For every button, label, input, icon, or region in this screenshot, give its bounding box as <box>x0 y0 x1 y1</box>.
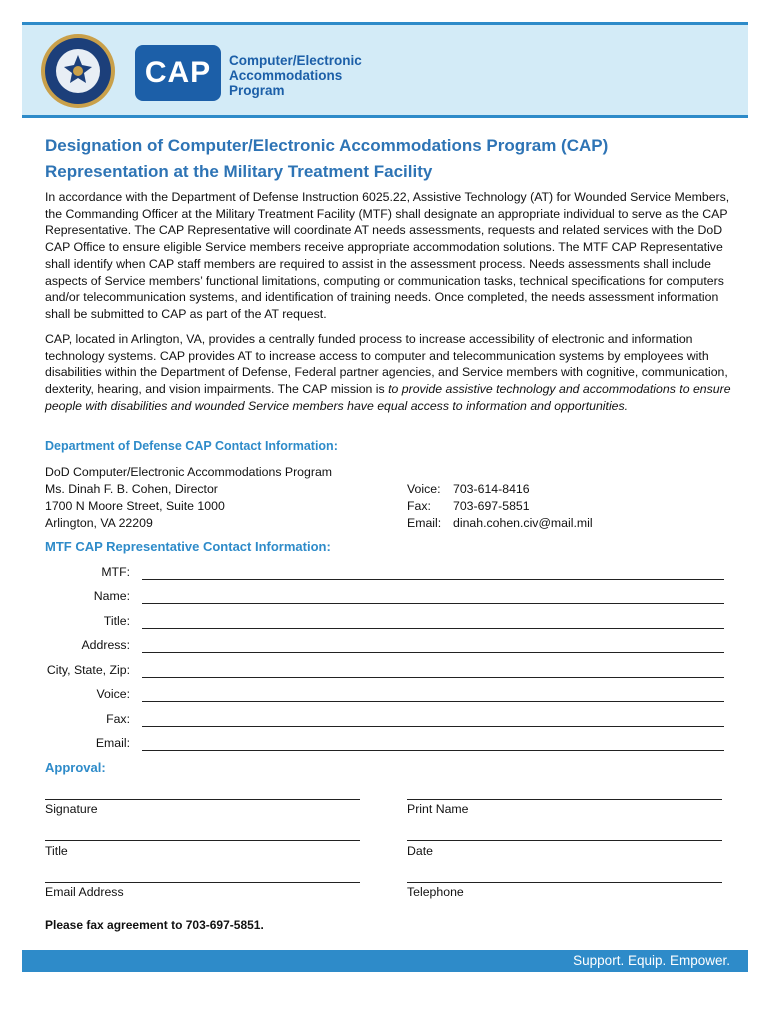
title-line-2: Representation at the Military Treatment Facility <box>45 162 433 181</box>
email-field-row <box>30 736 724 752</box>
email-label: Email: <box>407 516 442 530</box>
cap-logo-text: CAP <box>144 56 212 89</box>
city-state-zip-field-row <box>30 663 724 679</box>
fax-note: Please fax agreement to 703-697-5851. <box>45 918 264 932</box>
dod-seal-icon <box>40 33 116 109</box>
address-field-label: Address: <box>81 638 130 652</box>
address-input-line[interactable] <box>142 652 724 653</box>
name-field-label: Name: <box>93 589 130 603</box>
mtf-input-line[interactable] <box>142 579 724 580</box>
signature-label: Signature <box>45 802 98 816</box>
title-input-line[interactable] <box>142 628 724 629</box>
voice-field-row <box>30 687 724 703</box>
address-field-row <box>30 638 724 654</box>
telephone-line[interactable] <box>407 882 722 883</box>
voice-value: 703-614-8416 <box>453 482 530 496</box>
title-field-row <box>30 614 724 630</box>
program-name-line: Computer/Electronic <box>229 53 362 68</box>
name-input-line[interactable] <box>142 603 724 604</box>
voice-field-label: Voice: <box>96 687 130 701</box>
program-name-line: Accommodations <box>229 68 343 83</box>
header-banner <box>22 22 748 118</box>
title-label: Title <box>45 844 68 858</box>
title-line[interactable] <box>45 840 360 841</box>
mtf-field-label: MTF: <box>101 565 130 579</box>
dod-contact-heading: Department of Defense CAP Contact Information: <box>45 439 338 453</box>
address-line: Ms. Dinah F. B. Cohen, Director <box>45 482 218 496</box>
email-value: dinah.cohen.civ@mail.mil <box>453 516 593 530</box>
cap-description-paragraph <box>45 331 735 415</box>
email-address-line[interactable] <box>45 882 360 883</box>
print-name-label: Print Name <box>407 802 469 816</box>
telephone-label: Telephone <box>407 885 464 899</box>
program-name <box>229 53 362 98</box>
cap-mission-italic: to provide assistive technology and accommodations to ensure people with disabilities and wounded Service members have equal access to information and opportunities. <box>45 382 731 413</box>
fax-field-row <box>30 712 724 728</box>
address-line: DoD Computer/Electronic Accommodations Program <box>45 465 333 479</box>
mtf-field-row <box>30 565 724 581</box>
date-label: Date <box>407 844 433 858</box>
print-name-line[interactable] <box>407 799 722 800</box>
cap-description-text: CAP, located in Arlington, VA, provides a centrally funded process to increase accessibility of electronic and information technology systems. CAP provides AT to increase access to computer and telecommunication systems by employees with disabilities within the Department of Defense, Federal partner agencies, and Service members with cognitive, communication, dexterity, hearing, and vision impairments. The CAP mission is <box>45 332 728 397</box>
fax-input-line[interactable] <box>142 726 724 727</box>
fax-field-label: Fax: <box>106 712 130 726</box>
city-state-zip-field-label: City, State, Zip: <box>46 663 130 677</box>
title-line-1: Designation of Computer/Electronic Accommodations Program (CAP) <box>45 136 609 155</box>
fax-label: Fax: <box>407 499 431 513</box>
fax-value: 703-697-5851 <box>453 499 530 513</box>
date-line[interactable] <box>407 840 722 841</box>
approval-heading: Approval: <box>45 760 106 775</box>
dod-contact-numbers <box>407 481 593 532</box>
address-line: Arlington, VA 22209 <box>45 516 153 530</box>
dod-contact-address <box>45 464 332 532</box>
footer-banner <box>22 950 748 972</box>
signature-line[interactable] <box>45 799 360 800</box>
name-field-row <box>30 589 724 605</box>
footer-tagline: Support. Equip. Empower. <box>573 953 730 968</box>
voice-input-line[interactable] <box>142 701 724 702</box>
address-line: 1700 N Moore Street, Suite 1000 <box>45 499 225 513</box>
email-input-line[interactable] <box>142 750 724 751</box>
intro-paragraph: In accordance with the Department of Defense Instruction 6025.22, Assistive Technology (AT) for Wounded Service Members, the Commanding Officer at the Military Treatment Facility (MTF) shall designate an appropriate individual to serve as the CAP Representative. The CAP Representative will coordinate AT needs assessments, requests and related services with the DoD CAP Office to ensure eligible Service members receive appropriate accommodation solutions. The MTF CAP Representative shall identify when CAP staff members are required to assist in the assessment process. Needs assessments shall include aspects of Service members’ functional limitations, computing or communication tasks, technical specifications for computers and/or telecommunication systems, and identification of training needs. Once completed, the needs assessment information shall be submitted to CAP as part of the AT request. <box>45 190 730 321</box>
program-name-line: Program <box>229 83 285 98</box>
voice-label: Voice: <box>407 482 441 496</box>
cap-logo <box>135 45 221 101</box>
mtf-contact-heading: MTF CAP Representative Contact Information: <box>45 539 331 554</box>
page-title <box>45 133 735 185</box>
email-field-label: Email: <box>95 736 130 750</box>
title-field-label: Title: <box>103 614 130 628</box>
city-state-zip-input-line[interactable] <box>142 677 724 678</box>
email-address-label: Email Address <box>45 885 124 899</box>
